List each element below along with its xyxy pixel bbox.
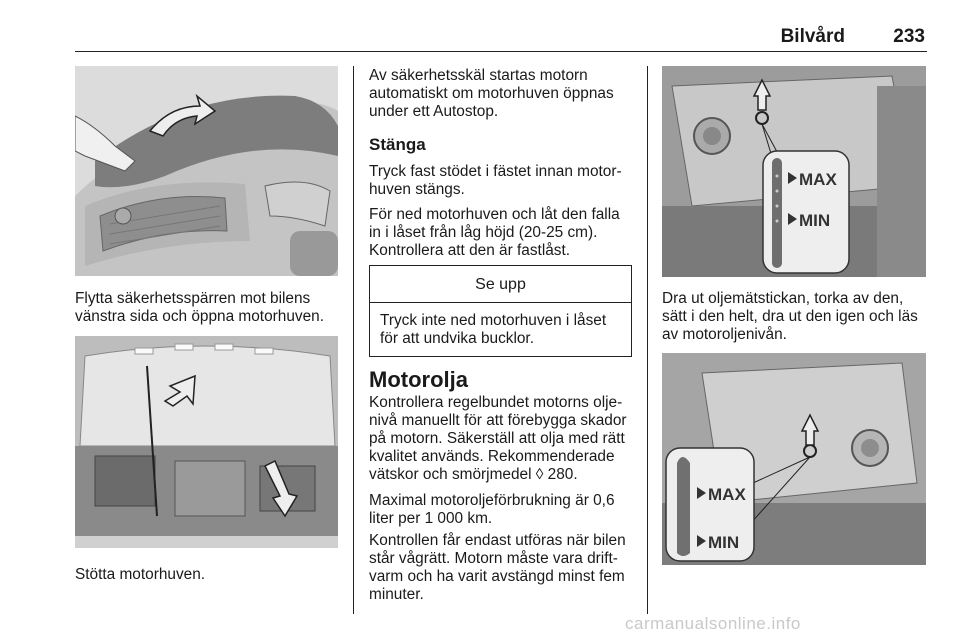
column-divider-2 <box>647 66 648 614</box>
caution-box <box>369 265 632 357</box>
figure-dipstick-caption: Dra ut oljemätstickan, torka av den, sätt i den helt, dra ut den igen och läs av motoroljenivån. <box>662 290 918 343</box>
autostop-paragraph: Av säkerhetsskäl startas motorn automatiskt om motorhuven öppnas under ett Autostop. <box>369 67 614 120</box>
close-paragraph-1: Tryck fast stödet i fästet innan motorhuven stängs. <box>369 163 622 198</box>
dipstick-min-label-2: MIN <box>708 533 740 552</box>
watermark: carmanualsonline.info <box>625 614 801 633</box>
dipstick-max-label-1: MAX <box>799 170 837 189</box>
engine-oil-heading: Motorolja <box>369 367 468 392</box>
figure-hood-prop <box>75 336 338 548</box>
page-number: 233 <box>893 26 925 47</box>
figure-dipstick <box>662 66 926 277</box>
dipstick-max-label-2: MAX <box>708 485 746 504</box>
engine-oil-paragraph-1: Kontrollera regelbundet motorns oljenivå manuellt för att förebygga skador på motorn. Säkerställ att olja med rätt kvalitet används. Rekommenderade vätskor och smörjmedel ◊ 280. <box>369 394 627 483</box>
page-header <box>75 24 927 52</box>
close-heading: Stänga <box>369 135 426 154</box>
figure-hood-release-caption: Flytta säkerhetsspärren mot bilens vänstra sida och öppna motorhuven. <box>75 290 324 325</box>
close-paragraph-2: För ned motorhuven och låt den falla in i låset från låg höjd (20-25 cm). Kontrollera att den är fastlåst. <box>369 206 620 259</box>
figure-hood-release <box>75 66 338 276</box>
engine-oil-paragraph-3: Kontrollen får endast utföras när bilen står vågrätt. Motorn måste vara driftvarm och ha varit avstängd minst fem minuter. <box>369 532 626 603</box>
column-divider-1 <box>353 66 354 614</box>
figure-dipstick-engine <box>662 353 926 565</box>
figure-hood-prop-caption: Stötta motorhuven. <box>75 566 206 583</box>
section-title: Bilvård <box>780 26 845 47</box>
dipstick-min-label-1: MIN <box>799 211 831 230</box>
engine-oil-paragraph-2: Maximal motoroljeförbrukning är 0,6 liter per 1 000 km. <box>369 492 615 527</box>
caution-text: Tryck inte ned motorhuven i låset för att undvika bucklor. <box>380 312 607 347</box>
caution-title: Se upp <box>370 266 631 303</box>
